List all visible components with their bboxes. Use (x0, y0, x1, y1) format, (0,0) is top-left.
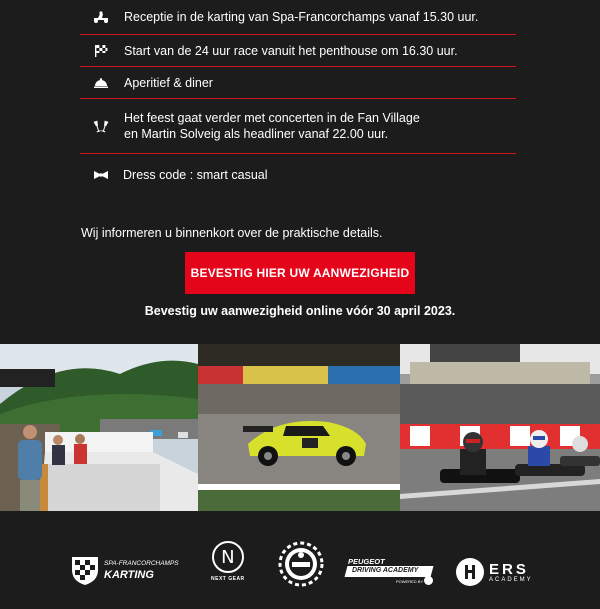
peugeot-logo-line2: DRIVING ACADEMY (352, 567, 419, 574)
ers-logo-name: ERS (489, 560, 529, 578)
agenda-text: Start van de 24 uur race vanuit het penthouse om 16.30 uur. (124, 43, 458, 58)
next-gear-emblem: N (212, 541, 244, 573)
agenda-text: Receptie in de karting van Spa-Francorchamps vanaf 15.30 uur. (124, 10, 479, 24)
champagne-icon (92, 117, 110, 135)
agenda-text: Dress code : smart casual (123, 168, 268, 182)
deadline-text: Bevestig uw aanwezigheid online vóór 30 april 2023. (144, 304, 456, 318)
ers-emblem-icon (456, 558, 484, 586)
agenda-text-line1: Het feest gaat verder met concerten in de Fan Village (124, 111, 420, 125)
powered-by-badge-icon (424, 576, 433, 585)
karts-on-track-photo (400, 344, 600, 511)
agenda-item-dinner (80, 67, 516, 99)
photo-strip (0, 344, 600, 511)
agenda-text (124, 110, 420, 142)
peugeot-logo-line3: POWERED BY (396, 579, 424, 584)
next-gear-caption: NEXT GEAR (211, 576, 245, 582)
cloche-icon (92, 74, 110, 92)
race-car-photo (198, 344, 400, 511)
next-gear-logo (211, 541, 245, 587)
ers-academy-logo (456, 549, 533, 595)
karting-terrace-photo (0, 344, 198, 511)
info-text: Wij informeren u binnenkort over de praktische details. (81, 226, 383, 240)
agenda-item-dress-code (80, 154, 516, 196)
agenda-text-line2: en Martin Solveig als headliner vanaf 22.00 uur. (124, 127, 389, 141)
agenda-text: Aperitief & diner (124, 75, 213, 90)
confirm-attendance-button[interactable]: BEVESTIG HIER UW AANWEZIGHEID (185, 252, 415, 294)
spa-francorchamps-karting-logo (70, 547, 179, 593)
karting-logo-line1: SPA-FRANCORCHAMPS (104, 560, 179, 567)
peugeot-logo-line1: PEUGEOT (348, 557, 385, 566)
event-agenda (80, 0, 516, 196)
karting-shield-icon (70, 554, 100, 586)
kart-icon (92, 8, 110, 26)
checkered-flag-icon (92, 42, 110, 60)
peugeot-driving-academy-logo (346, 547, 436, 593)
karting-logo-line2: KARTING (104, 569, 154, 581)
agenda-item-reception (80, 0, 516, 35)
agenda-item-party (80, 99, 516, 154)
partner-logos (0, 511, 600, 609)
agenda-item-race-start (80, 35, 516, 67)
bowtie-icon (92, 166, 110, 184)
club-gear-logo (278, 541, 324, 587)
gear-emblem-icon (278, 541, 324, 587)
ers-logo-sub: ACADEMY (489, 576, 533, 583)
